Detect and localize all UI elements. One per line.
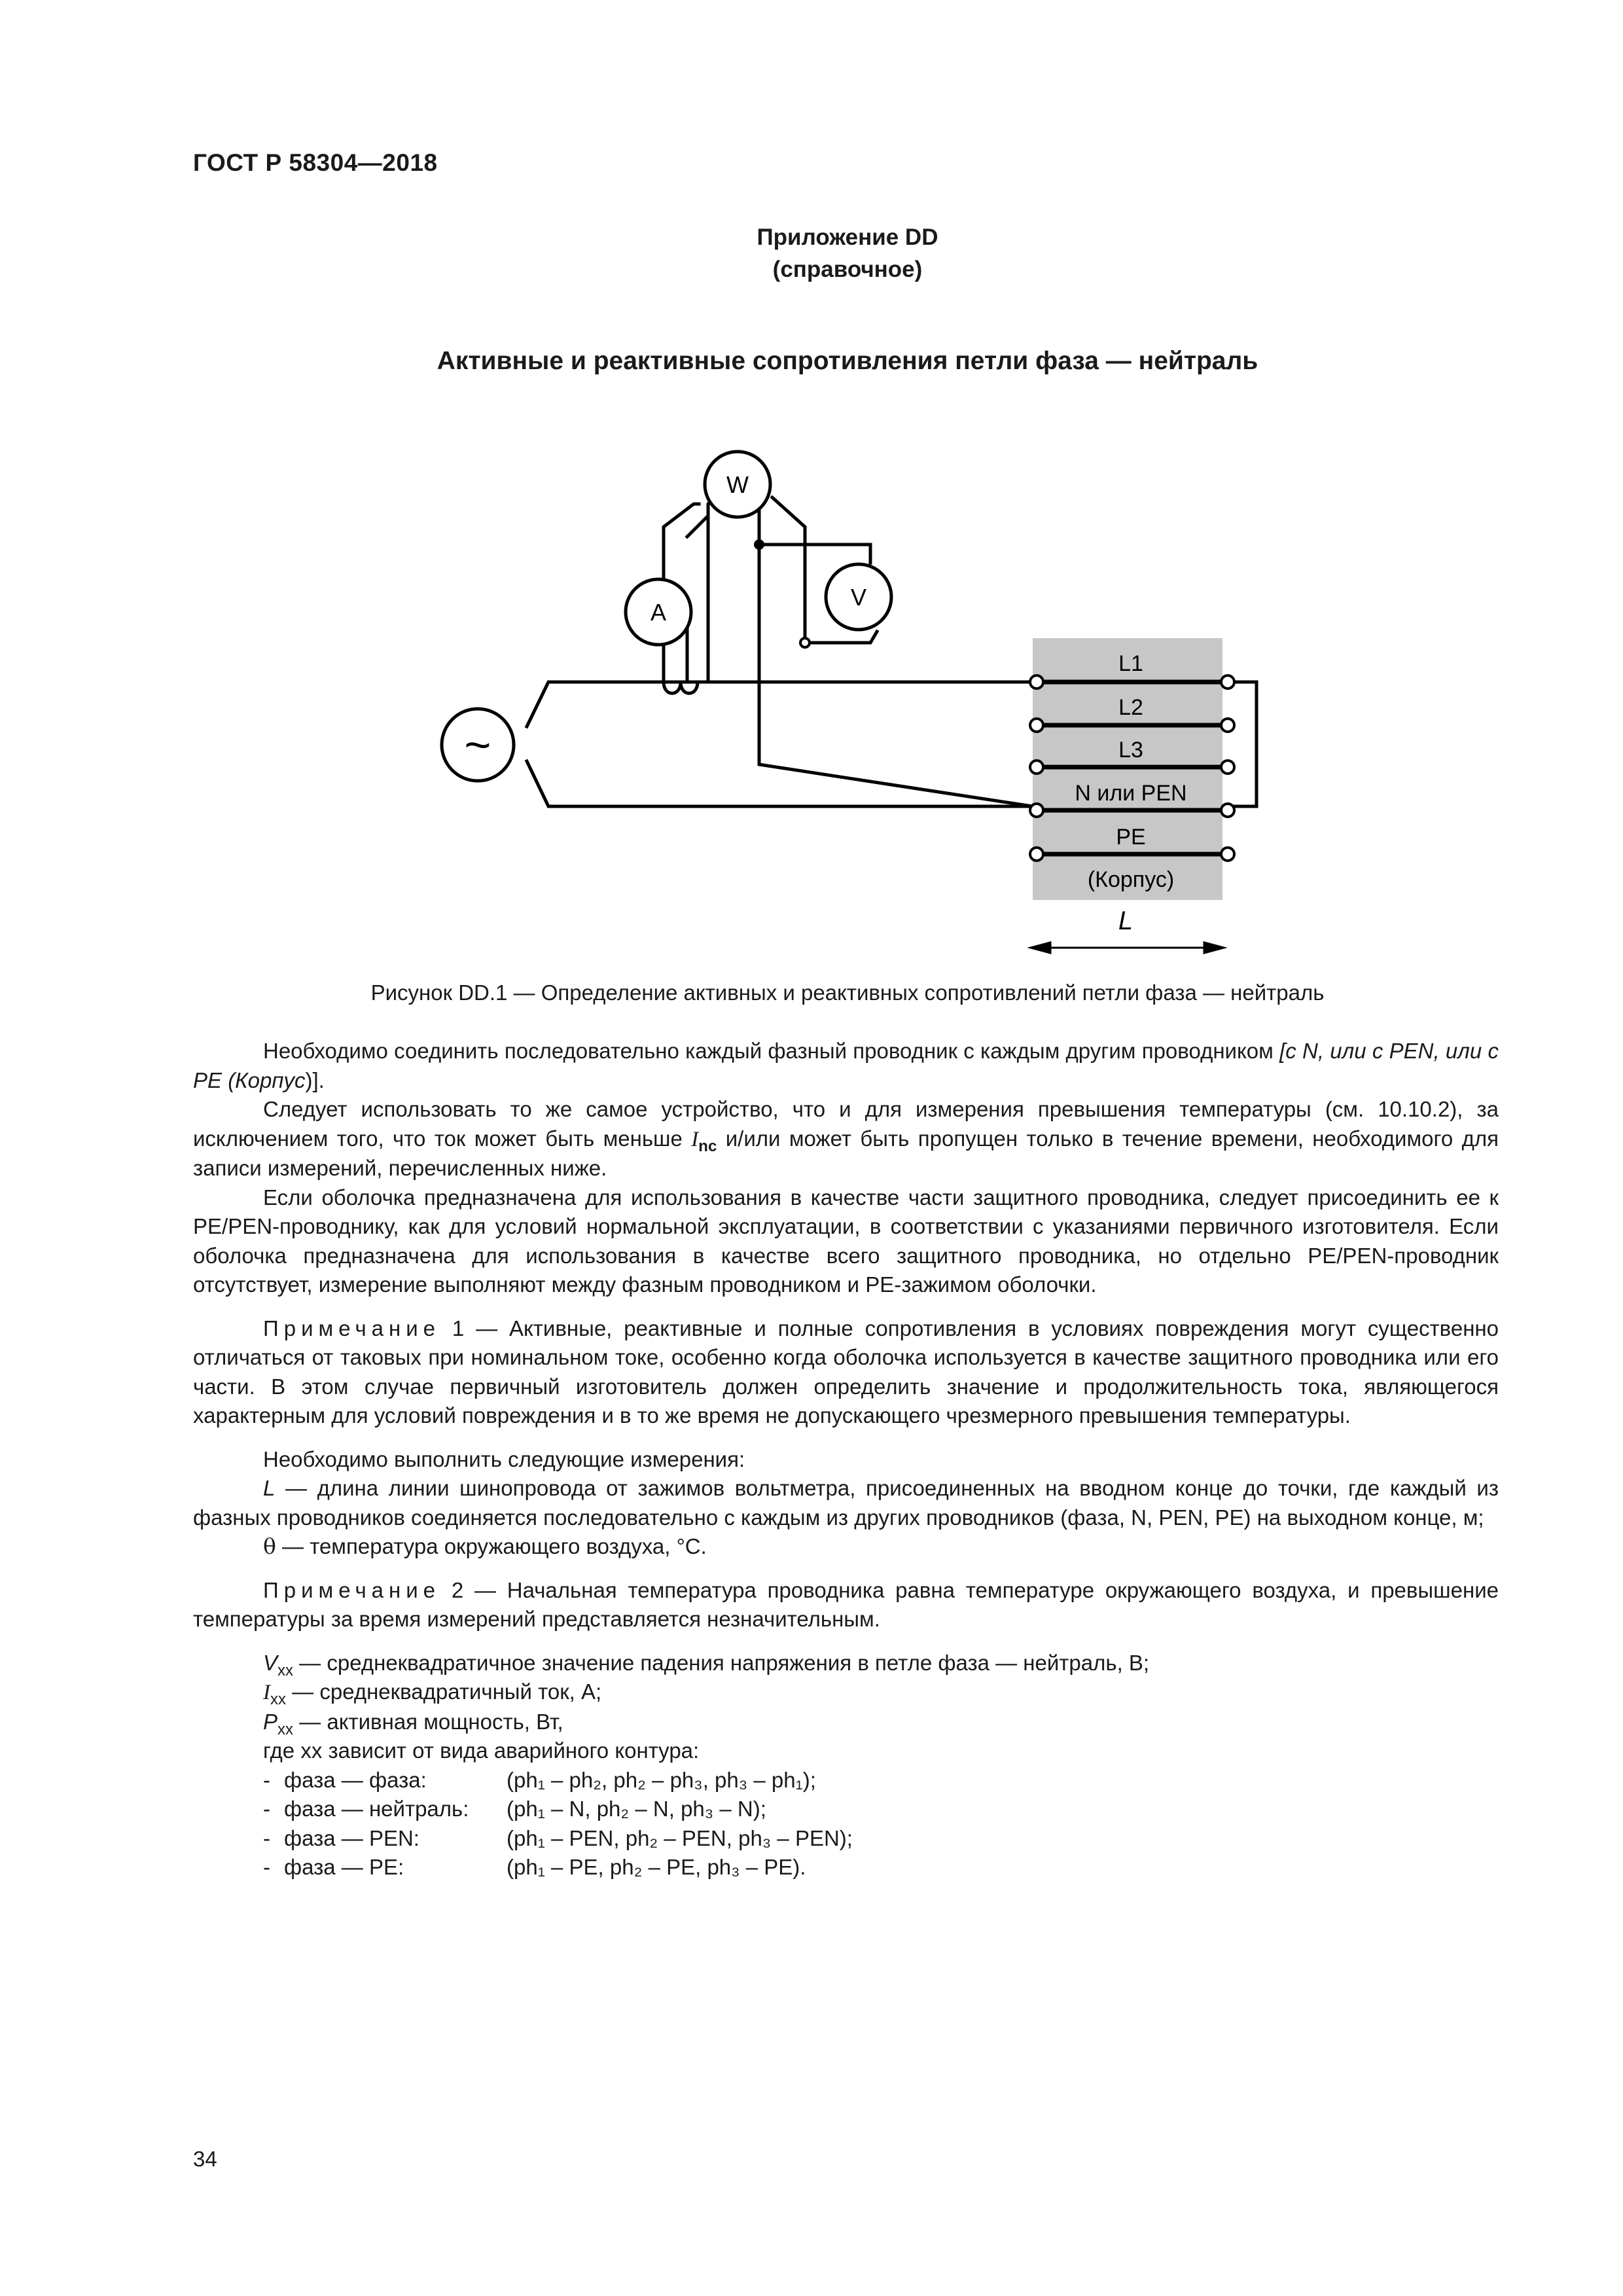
list-value: (ph₁ – N, ph₂ – N, ph₃ – N); [507, 1797, 766, 1821]
paragraph-2-end: и/или может быть пропущен только в течение времени, необходимого для записи измерений, перечисленных ниже. [193, 1126, 1499, 1180]
measurement-temperature [193, 1532, 1499, 1562]
voltage-symbol: V [263, 1650, 278, 1675]
list-label: фаза — нейтраль: [284, 1797, 469, 1821]
current-transformer-coil [664, 682, 698, 693]
terminal-l1-right [1221, 675, 1234, 689]
length-arrow-left [1031, 942, 1050, 953]
length-symbol: L [263, 1476, 276, 1500]
list-label: фаза — PEN: [284, 1825, 419, 1850]
note-2 [193, 1576, 1499, 1634]
figure-caption: Рисунок DD.1 — Определение активных и реактивных сопротивлений петли фаза — нейтраль [370, 980, 1325, 1005]
temperature-definition: — температура окружающего воздуха, °С. [276, 1534, 707, 1558]
shorting-link [1232, 682, 1257, 806]
annex-title: Приложение DD [757, 224, 938, 250]
power-subscript: xx [277, 1720, 294, 1738]
list-value: (ph₁ – ph₂, ph₂ – ph₃, ph₃ – ph₁); [507, 1767, 816, 1792]
note-1-label: Примечание [263, 1316, 441, 1340]
page-title: Активные и реактивные сопротивления петли фаза — нейтраль [437, 347, 1258, 375]
terminal-n-left [1030, 804, 1043, 817]
voltage-subscript: xx [277, 1661, 294, 1679]
length-arrow-right [1204, 942, 1224, 953]
bar-label-l1: L1 [1118, 651, 1143, 676]
list-dash: - [263, 1767, 270, 1792]
list-label: фаза — фаза: [284, 1767, 427, 1792]
voltage-definition: — среднеквадратичное значение падения напряжения в петле фаза — нейтраль, В; [293, 1650, 1150, 1675]
list-dash: - [263, 1855, 270, 1879]
fault-list [193, 1766, 1499, 1882]
bar-label-l3: L3 [1118, 738, 1143, 762]
voltmeter-node [800, 638, 810, 647]
list-item [263, 1766, 1499, 1795]
terminal-pe-right [1221, 848, 1234, 861]
current-definition: — среднеквадратичный ток, А; [286, 1679, 602, 1704]
current-symbol: I [691, 1127, 699, 1151]
length-label: L [1118, 906, 1133, 935]
list-dash: - [263, 1825, 270, 1850]
voltmeter-bottom-wire [805, 632, 877, 643]
wattmeter-label: W [726, 471, 749, 498]
note-1 [193, 1314, 1499, 1431]
terminal-n-right [1221, 804, 1234, 817]
list-item [263, 1853, 1499, 1882]
wattmeter-right-wire [772, 497, 818, 643]
paragraph-1 [193, 1037, 1499, 1095]
circuit-diagram [419, 439, 1270, 962]
annex-kind: (справочное) [772, 257, 923, 282]
power-symbol: P [263, 1709, 278, 1734]
list-value: (ph₁ – PE, ph₂ – PE, ph₃ – PE). [507, 1855, 806, 1879]
terminal-l2-right [1221, 719, 1234, 732]
list-item [263, 1824, 1499, 1854]
definition-voltage [193, 1649, 1499, 1678]
ac-source-symbol: ~ [464, 719, 491, 770]
body-text [193, 1037, 1499, 1882]
measurement-length [193, 1474, 1499, 1532]
voltmeter-top-wire [759, 545, 870, 563]
paragraph-3: Если оболочка предназначена для использования в качестве части защитного проводника, следует присоединить ее к PE/PEN-проводнику, как для условий нормальной эксплуатации, в соответствии с указаниями первичного изготовителя. Если оболочка предназначена для использования в качестве всего защитного проводника, но отдельно PE/PEN-проводник отсутствует, измерение выполняют между фазным проводником и PE-зажимом оболочки. [193, 1185, 1499, 1297]
length-definition: — длина линии шинопровода от зажимов вольтметра, присоединенных на вводном конце до точки, где каждый из фазных проводников соединяется последовательно с каждым из других проводников (фаза, N, PEN, PE) на выходном конце, м; [193, 1476, 1499, 1530]
paragraph-2 [193, 1095, 1499, 1183]
source-wire-top [527, 682, 1033, 726]
page-number: 34 [193, 2147, 217, 2171]
terminal-l1-left [1030, 675, 1043, 689]
paragraph-1-end: )]. [305, 1067, 325, 1092]
definition-power [193, 1708, 1499, 1737]
paragraph-1-italic: [с N, или с PEN, или с PE (Корпус [193, 1039, 1499, 1092]
list-dash: - [263, 1797, 270, 1821]
measurements-intro: Необходимо выполнить следующие измерения: [263, 1446, 745, 1471]
paragraph-1-text: Необходимо соединить последовательно каждый фазный проводник с каждым другим проводником [263, 1039, 1280, 1063]
current-subscript-2: xx [270, 1691, 286, 1708]
definition-current [193, 1677, 1499, 1708]
current-symbol-2: I [263, 1681, 270, 1704]
junction-dot [754, 539, 764, 550]
bar-label-enclosure: (Корпус) [1087, 867, 1175, 892]
note-2-label: Примечание [263, 1577, 441, 1602]
list-label: фаза — PE: [284, 1855, 404, 1879]
bar-label-n-pen: N или PEN [1075, 781, 1187, 806]
note-2-text: 2 — Начальная температура проводника равна температуре окружающего воздуха, и превышение температуры за время измерений представляется незначительным. [193, 1577, 1499, 1631]
paragraph-2-text: Следует использовать то же самое устройство, что и для измерения превышения температуры (см. 10.10.2), за исключением того, что ток может быть меньше [193, 1097, 1499, 1151]
theta-symbol: θ [263, 1534, 276, 1559]
ammeter-label: A [650, 599, 667, 626]
standard-header: ГОСТ Р 58304—2018 [193, 149, 438, 176]
current-subscript: nc [698, 1137, 717, 1155]
power-definition: — активная мощность, Вт, [293, 1709, 563, 1734]
note-1-text: 1 — Активные, реактивные и полные сопротивления в условиях повреждения могут существенно отличаться от таковых при номинальном токе, особенно когда оболочка используется в качестве защитного проводника или его части. В этом случае первичный изготовитель должен определить значение и продолжительность тока, являющегося характерным для условий повреждения и в то же время не допускающего чрезмерного превышения температуры. [193, 1316, 1499, 1427]
list-item [263, 1795, 1499, 1824]
terminal-l3-left [1030, 761, 1043, 774]
terminal-l3-right [1221, 761, 1234, 774]
terminal-pe-left [1030, 848, 1043, 861]
bar-label-l2: L2 [1118, 695, 1143, 720]
bar-label-pe: PE [1116, 825, 1146, 850]
definition-where: где xx зависит от вида аварийного контура: [263, 1738, 700, 1763]
voltmeter-label: V [850, 584, 867, 611]
wattmeter-current-wire [708, 497, 715, 682]
list-value: (ph₁ – PEN, ph₂ – PEN, ph₃ – PEN); [507, 1825, 853, 1850]
terminal-l2-left [1030, 719, 1043, 732]
